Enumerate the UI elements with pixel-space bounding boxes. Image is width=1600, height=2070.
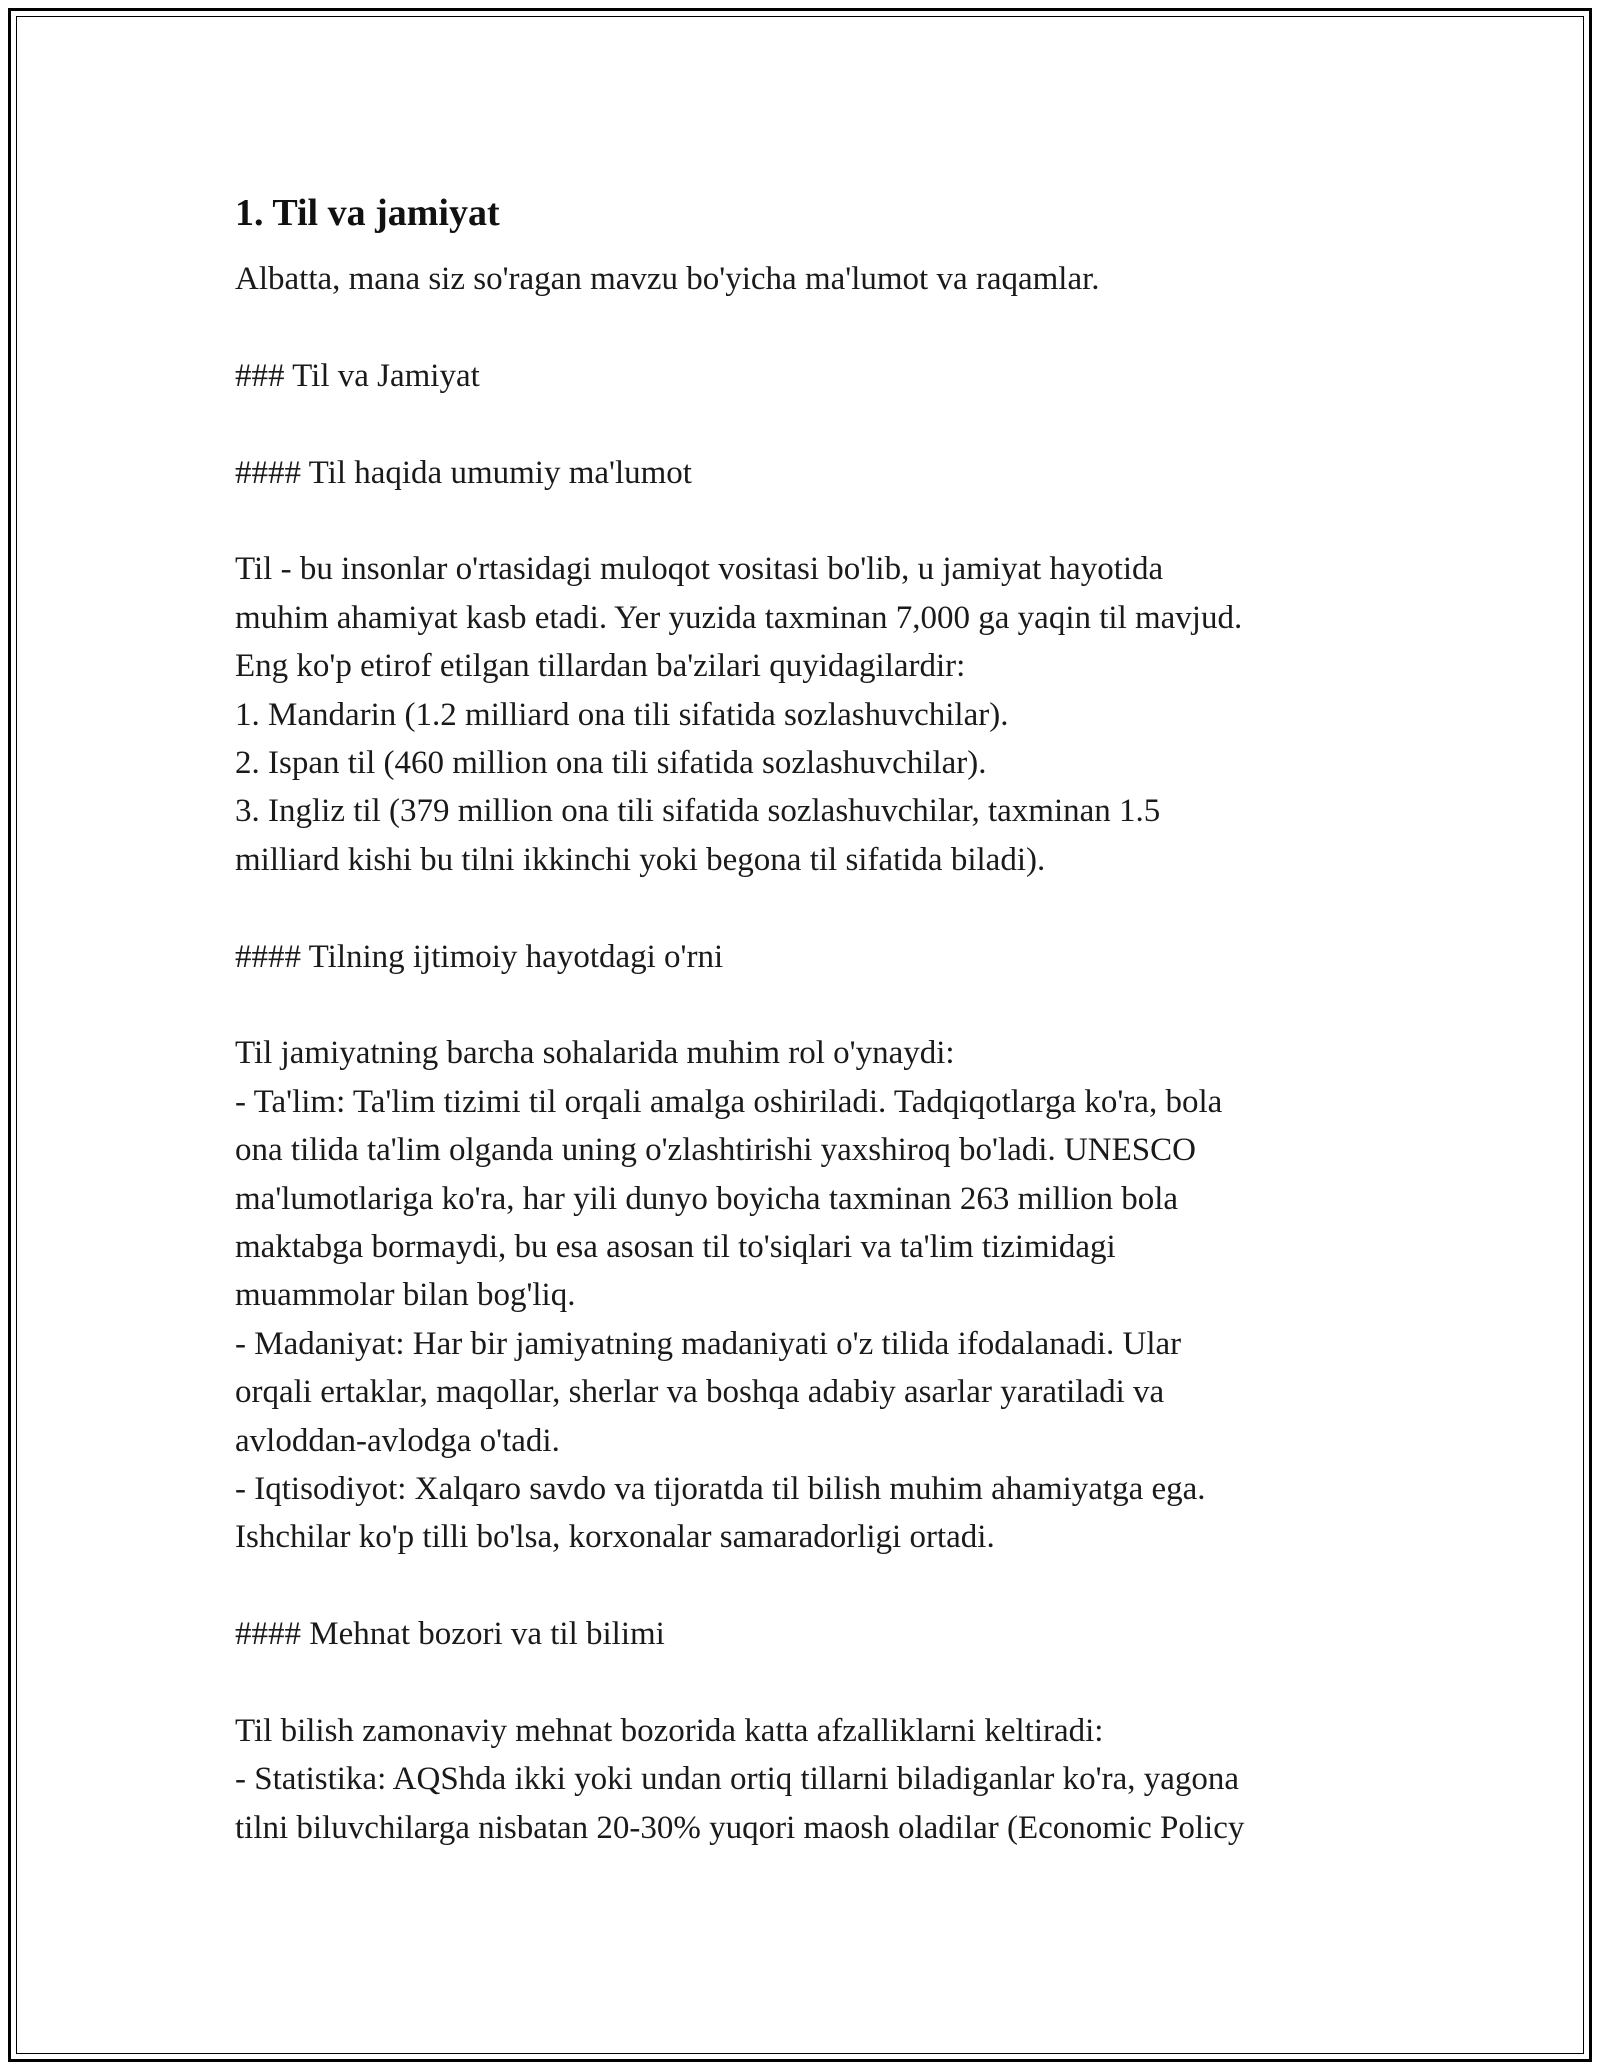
general-info-paragraph: Til - bu insonlar o'rtasidagi muloqot vositasi bo'lib, u jamiyat hayotida muhim ahamiyat kasb etadi. Yer yuzida taxminan 7,000 ga yaqin til mavjud. Eng ko'p etirof etilgan tillardan ba'zilari quyidagilardir: 1. Mandarin (1.2 milliard ona tili sifatida sozlashuvchilar). 2. Ispan til (460 million ona tili sifatida sozlashuvchilar). 3. Ingliz til (379 million ona tili sifatida sozlashuvchilar, taxminan 1.5 milliard kishi bu tilni ikkinchi yoki begona til sifatida biladi).	[235, 551, 1243, 878]
subsection-heading-labor: #### Mehnat bozori va til bilimi	[235, 1616, 665, 1653]
subsection-heading-general: #### Til haqida umumiy ma'lumot	[235, 454, 692, 491]
spacer	[235, 303, 1375, 351]
spacer	[235, 884, 1375, 932]
labor-market-paragraph: Til bilish zamonaviy mehnat bozorida katta afzalliklarni keltiradi: - Statistika: AQShda ikki yoki undan ortiq tillarni biladiganlar ko'ra, yagona tilni biluvchilarga nisbatan 20-30% yuqori maosh oladilar (Economic Policy	[235, 1713, 1245, 1846]
social-role-paragraph: Til jamiyatning barcha sohalarida muhim rol o'ynaydi: - Ta'lim: Ta'lim tizimi til orqali amalga oshiriladi. Tadqiqotlarga ko'ra, bola ona tilida ta'lim olganda uning o'zlashtirishi yaxshiroq bo'ladi. UNESCO ma'lumotlariga ko'ra, har yili dunyo boyicha taxminan 263 million bola maktabga bormaydi, bu esa asosan til to'siqlari va ta'lim tizimidagi muammolar bilan bog'liq. - Madaniyat: Har bir jamiyatning madaniyati o'z tilida ifodalanadi. Ular orqali ertaklar, maqollar, sherlar va boshqa adabiy asarlar yaratiladi va avloddan-avlodga o'tadi. - Iqtisodiyot: Xalqaro savdo va tijoratda til bilish muhim ahamiyatga ega. Ishchilar ko'p tilli bo'lsa, korxonalar samaradorligi ortadi.	[235, 1035, 1223, 1556]
subsection-heading-social: #### Tilning ijtimoiy hayotdagi o'rni	[235, 938, 724, 975]
spacer	[235, 400, 1375, 448]
spacer	[235, 981, 1375, 1029]
spacer	[235, 497, 1375, 545]
intro-paragraph: Albatta, mana siz so'ragan mavzu bo'yicha ma'lumot va raqamlar.	[235, 261, 1100, 297]
section-heading-main: ### Til va Jamiyat	[235, 357, 480, 394]
document-title: 1. Til va jamiyat	[235, 192, 500, 234]
spacer	[235, 1659, 1375, 1707]
spacer	[235, 1562, 1375, 1610]
document-body	[235, 185, 1375, 1852]
